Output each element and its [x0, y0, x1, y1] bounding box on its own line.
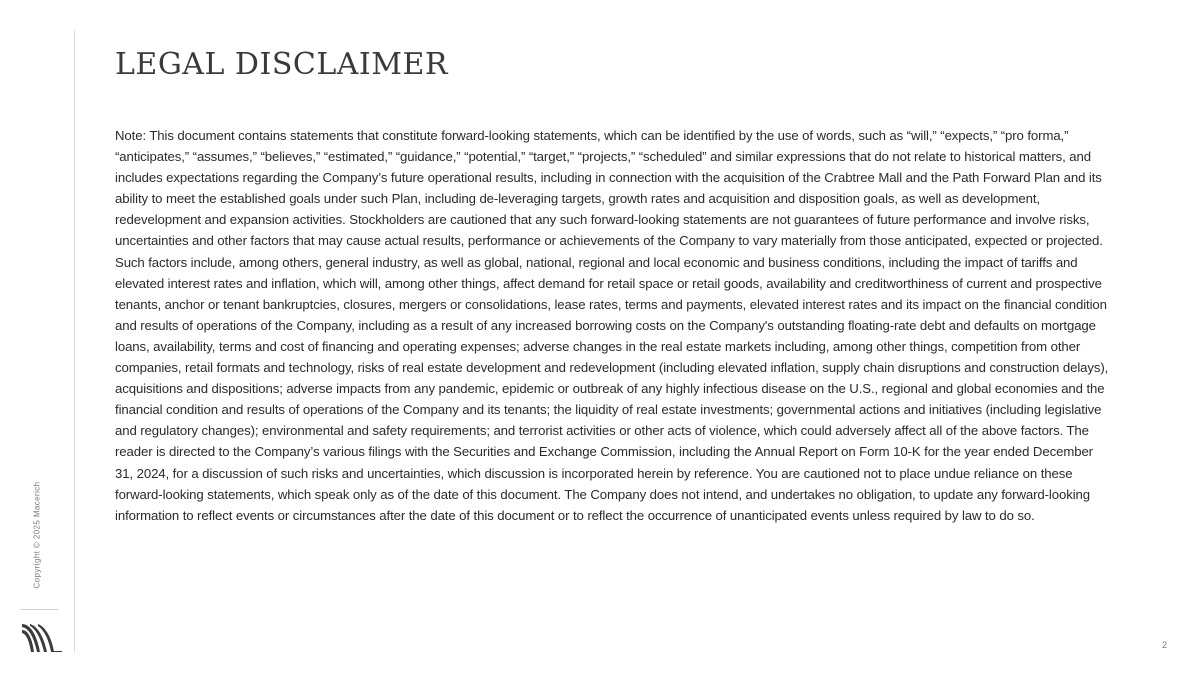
copyright-notice: Copyright © 2025 Macerich — [32, 481, 42, 589]
macerich-logo-icon — [22, 624, 62, 652]
logo-divider — [20, 609, 58, 610]
disclaimer-paragraph: Note: This document contains statements that constitute forward-looking statements, which can be identified by the use of words, such as “will,” “expects,” “pro forma,” “anticipates,” “assumes,” “believes,” “estimated,” “guidance,” “potential,” “target,” “projects,” “scheduled” and similar expressions that do not relate to historical matters, and includes expectations regarding the Company’s future operational results, including in connection with the acquisition of the Crabtree Mall and the Path Forward Plan and its ability to meet the established goals under such Plan, including de-leveraging targets, growth rates and acquisition and disposition goals, as well as development, redevelopment and expansion activities. Stockholders are cautioned that any such forward-looking statements are not guarantees of future performance and involve risks, uncertainties and other factors that may cause actual results, performance or achievements of the Company to vary materially from those anticipated, expected or projected. Such factors include, among others, general industry, as well as global, national, regional and local economic and business conditions, including the impact of tariffs and elevated interest rates and inflation, which will, among other things, affect demand for retail space or retail goods, availability and creditworthiness of current and prospective tenants, anchor or tenant bankruptcies, closures, mergers or consolidations, lease rates, terms and payments, elevated interest rates and its impact on the financial condition and results of operations of the Company, including as a result of any increased borrowing costs on the Company's outstanding floating-rate debt and defaults on mortgage loans, availability, terms and cost of financing and operating expenses; adverse changes in the real estate markets including, among other things, competition from other companies, retail formats and technology, risks of real estate development and redevelopment (including elevated inflation, supply chain disruptions and construction delays), acquisitions and dispositions; adverse impacts from any pandemic, epidemic or outbreak of any highly infectious disease on the U.S., regional and global economies and the financial condition and results of operations of the Company and its tenants; the liquidity of real estate investments; governmental actions and initiatives (including legislative and regulatory changes); environmental and safety requirements; and terrorist activities or other acts of violence, which could adversely affect all of the above factors. The reader is directed to the Company’s various filings with the Securities and Exchange Commission, including the Annual Report on Form 10-K for the year ended December 31, 2024, for a discussion of such risks and uncertainties, which discussion is incorporated herein by reference. You are cautioned not to place undue reliance on these forward-looking statements, which speak only as of the date of this document. The Company does not intend, and undertakes no obligation, to update any forward-looking information to reflect events or circumstances after the date of this document or to reflect the occurrence of unanticipated events unless required by law to do so. — [115, 128, 1109, 523]
page-title: LEGAL DISCLAIMER — [115, 47, 448, 82]
sidebar-divider — [74, 30, 75, 652]
page-number: 2 — [1161, 640, 1167, 650]
